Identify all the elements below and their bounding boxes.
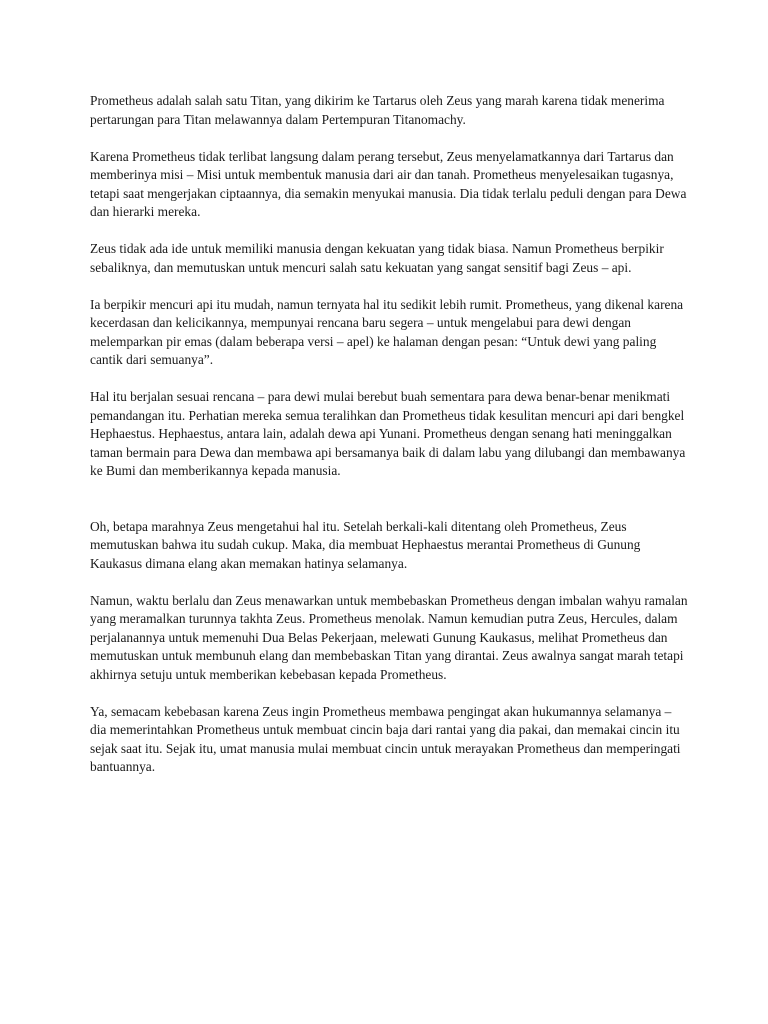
paragraph-2: Karena Prometheus tidak terlibat langsung dalam perang tersebut, Zeus menyelamatkannya dari Tartarus dan memberinya misi – Misi untuk membentuk manusia dari air dan tanah. Prometheus menyelesaikan tugasnya, tetapi saat mengerjakan ciptaannya, dia semakin menyukai manusia. Dia tidak terlalu peduli dengan para Dewa dan hierarki mereka. [90,148,687,219]
paragraph-8: Ya, semacam kebebasan karena Zeus ingin Prometheus membawa pengingat akan hukumannya selamanya – dia memerintahkan Prometheus untuk membuat cincin baja dari rantai yang dia pakai, dan memakai cincin itu sejak saat itu. Sejak itu, umat manusia mulai membuat cincin untuk merayakan Prometheus dan memperingati bantuannya. [90,703,681,774]
paragraph-7: Namun, waktu berlalu dan Zeus menawarkan untuk membebaskan Prometheus dengan imbalan wahyu ramalan yang meramalkan turunnya takhta Zeus. Prometheus menolak. Namun kemudian putra Zeus, Hercules, dalam perjalanannya untuk memenuhi Dua Belas Pekerjaan, melewati Gunung Kaukasus, melihat Prometheus dan memutuskan untuk membunuh elang dan membebaskan Titan yang dirantai. Zeus awalnya sangat marah tetapi akhirnya setuju untuk memberikan kebebasan kepada Prometheus. [90,592,688,682]
paragraph-3: Zeus tidak ada ide untuk memiliki manusia dengan kekuatan yang tidak biasa. Namun Prometheus berpikir sebaliknya, dan memutuskan untuk mencuri salah satu kekuatan yang sangat sensitif bagi Zeus – api. [90,241,664,275]
paragraph-1: Prometheus adalah salah satu Titan, yang dikirim ke Tartarus oleh Zeus yang marah karena tidak menerima pertarungan para Titan melawannya dalam Pertempuran Titanomachy. [90,93,665,127]
paragraph-6: Oh, betapa marahnya Zeus mengetahui hal itu. Setelah berkali-kali ditentang oleh Prometheus, Zeus memutuskan bahwa itu sudah cukup. Maka, dia membuat Hephaestus merantai Prometheus di Gunung Kaukasus dimana elang akan memakan hatinya selamanya. [90,518,641,571]
document-body [90,92,690,795]
paragraph-4: Ia berpikir mencuri api itu mudah, namun ternyata hal itu sedikit lebih rumit. Prometheus, yang dikenal karena kecerdasan dan kelicikannya, mempunyai rencana baru segera – untuk mengelabui para dewi dengan melemparkan pir emas (dalam beberapa versi – apel) ke halaman dengan pesan: “Untuk dewi yang paling cantik dari semuanya”. [90,296,684,367]
paragraph-5: Hal itu berjalan sesuai rencana – para dewi mulai berebut buah sementara para dewa benar-benar menikmati pemandangan itu. Perhatian mereka semua teralihkan dan Prometheus tidak kesulitan mencuri api dari bengkel Hephaestus. Hephaestus, antara lain, adalah dewa api Yunani. Prometheus dengan senang hati meninggalkan taman bermain para Dewa dan membawa api bersamanya baik di dalam labu yang dilubangi dan membawanya ke Bumi dan memberikannya kepada manusia. [90,389,686,478]
